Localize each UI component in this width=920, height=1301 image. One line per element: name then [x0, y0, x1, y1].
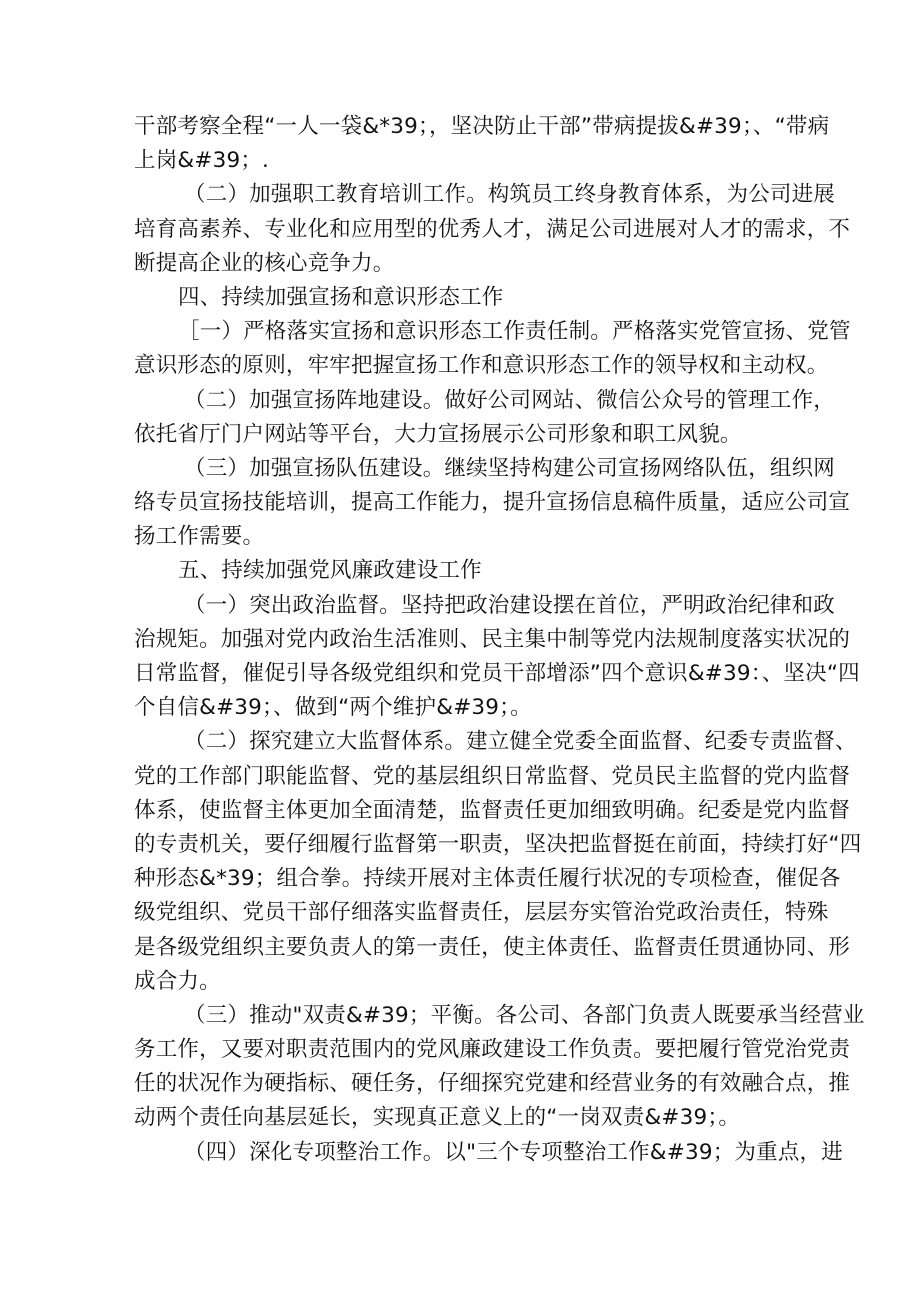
text-line: 成合力。	[134, 968, 221, 994]
text-line: 依托省厅门户网站等平台，大力宣扬展示公司形象和职工风貌。	[134, 421, 742, 447]
text-line: （二）加强宣扬阵地建设。做好公司网站、微信公众号的管理工作，	[184, 387, 836, 413]
text-line: （一）突出政治监督。坚持把政治建设摆在首位，严明政治纪律和政	[184, 592, 836, 618]
text-line: 的专责机关，要仔细履行监督第一职责，坚决把监督挺在前面，持续打好“四	[134, 831, 862, 857]
text-line: 党的工作部门职能监督、党的基层组织日常监督、党员民主监督的党内监督	[134, 763, 851, 789]
text-line: 级党组织、党员干部仔细落实监督责任，层层夯实管治党政治责任，特殊	[134, 900, 829, 926]
text-line: （二）加强职工教育培训工作。构筑员工终身教育体系，为公司进展	[184, 182, 836, 208]
text-line: 种形态&*39；组合拳。持续开展对主体责任履行状况的专项检查，催促各	[134, 866, 841, 892]
text-line: 动两个责任向基层延长，实现真正意义上的“一岗双责&#39；。	[134, 1105, 741, 1131]
text-line: 五、持续加强党风廉政建设工作	[178, 558, 482, 584]
text-line: 个自信&#39；、做到“两个维护&#39；。	[134, 695, 532, 721]
text-line: （三）加强宣扬队伍建设。继续坚持构建公司宣扬网络队伍，组织网	[184, 455, 836, 481]
text-line: 培育高素养、专业化和应用型的优秀人才，满足公司进展对人才的需求，不	[134, 216, 851, 242]
text-line: （四）深化专项整治工作。以"三个专项整治工作&#39；为重点，进	[184, 1139, 843, 1165]
text-line: （二）探究建立大监督体系。建立健全党委全面监督、纪委专责监督、	[184, 729, 857, 755]
text-line: 断提高企业的核心竞争力。	[134, 250, 395, 276]
text-line: 干部考察全程“一人一袋&*39；，坚决防止干部”带病提拔&#39；、“带病	[134, 114, 830, 139]
text-line: 是各级党组织主要负责人的第一责任，使主体责任、监督责任贯通协同、形	[134, 934, 851, 960]
text-line: 四、持续加强宣扬和意识形态工作	[178, 284, 504, 310]
text-line: ［一）严格落实宣扬和意识形态工作责任制。严格落实党管宣扬、党管	[178, 319, 851, 345]
text-line: 任的状况作为硬指标、硬任务，仔细探究党建和经营业务的有效融合点，推	[134, 1071, 851, 1097]
text-line: 日常监督，催促引导各级党组织和党员干部增添”四个意识&#39：、坚决“四	[134, 661, 860, 686]
text-line: （三）推动"双责&#39；平衡。各公司、各部门负责人既要承当经营业	[184, 1002, 865, 1028]
text-line: 络专员宣扬技能培训，提高工作能力，提升宣扬信息稿件质量，适应公司宣	[134, 490, 851, 516]
text-line: 意识形态的原则，牢牢把握宣扬工作和意识形态工作的领导权和主动权。	[134, 353, 829, 379]
text-line: 务工作，又要对职责范围内的党风廉政建设工作负责。要把履行管党治党责	[134, 1037, 851, 1063]
text-line: 上岗&#39；.	[134, 148, 270, 174]
document-body	[134, 110, 865, 1170]
text-line: 扬工作需要。	[134, 524, 265, 550]
text-line: 体系，使监督主体更加全面清楚，监督责任更加细致明确。纪委是党内监督	[134, 797, 851, 823]
text-line: 治规矩。加强对党内政治生活准则、民主集中制等党内法规制度落实状况的	[134, 626, 851, 652]
